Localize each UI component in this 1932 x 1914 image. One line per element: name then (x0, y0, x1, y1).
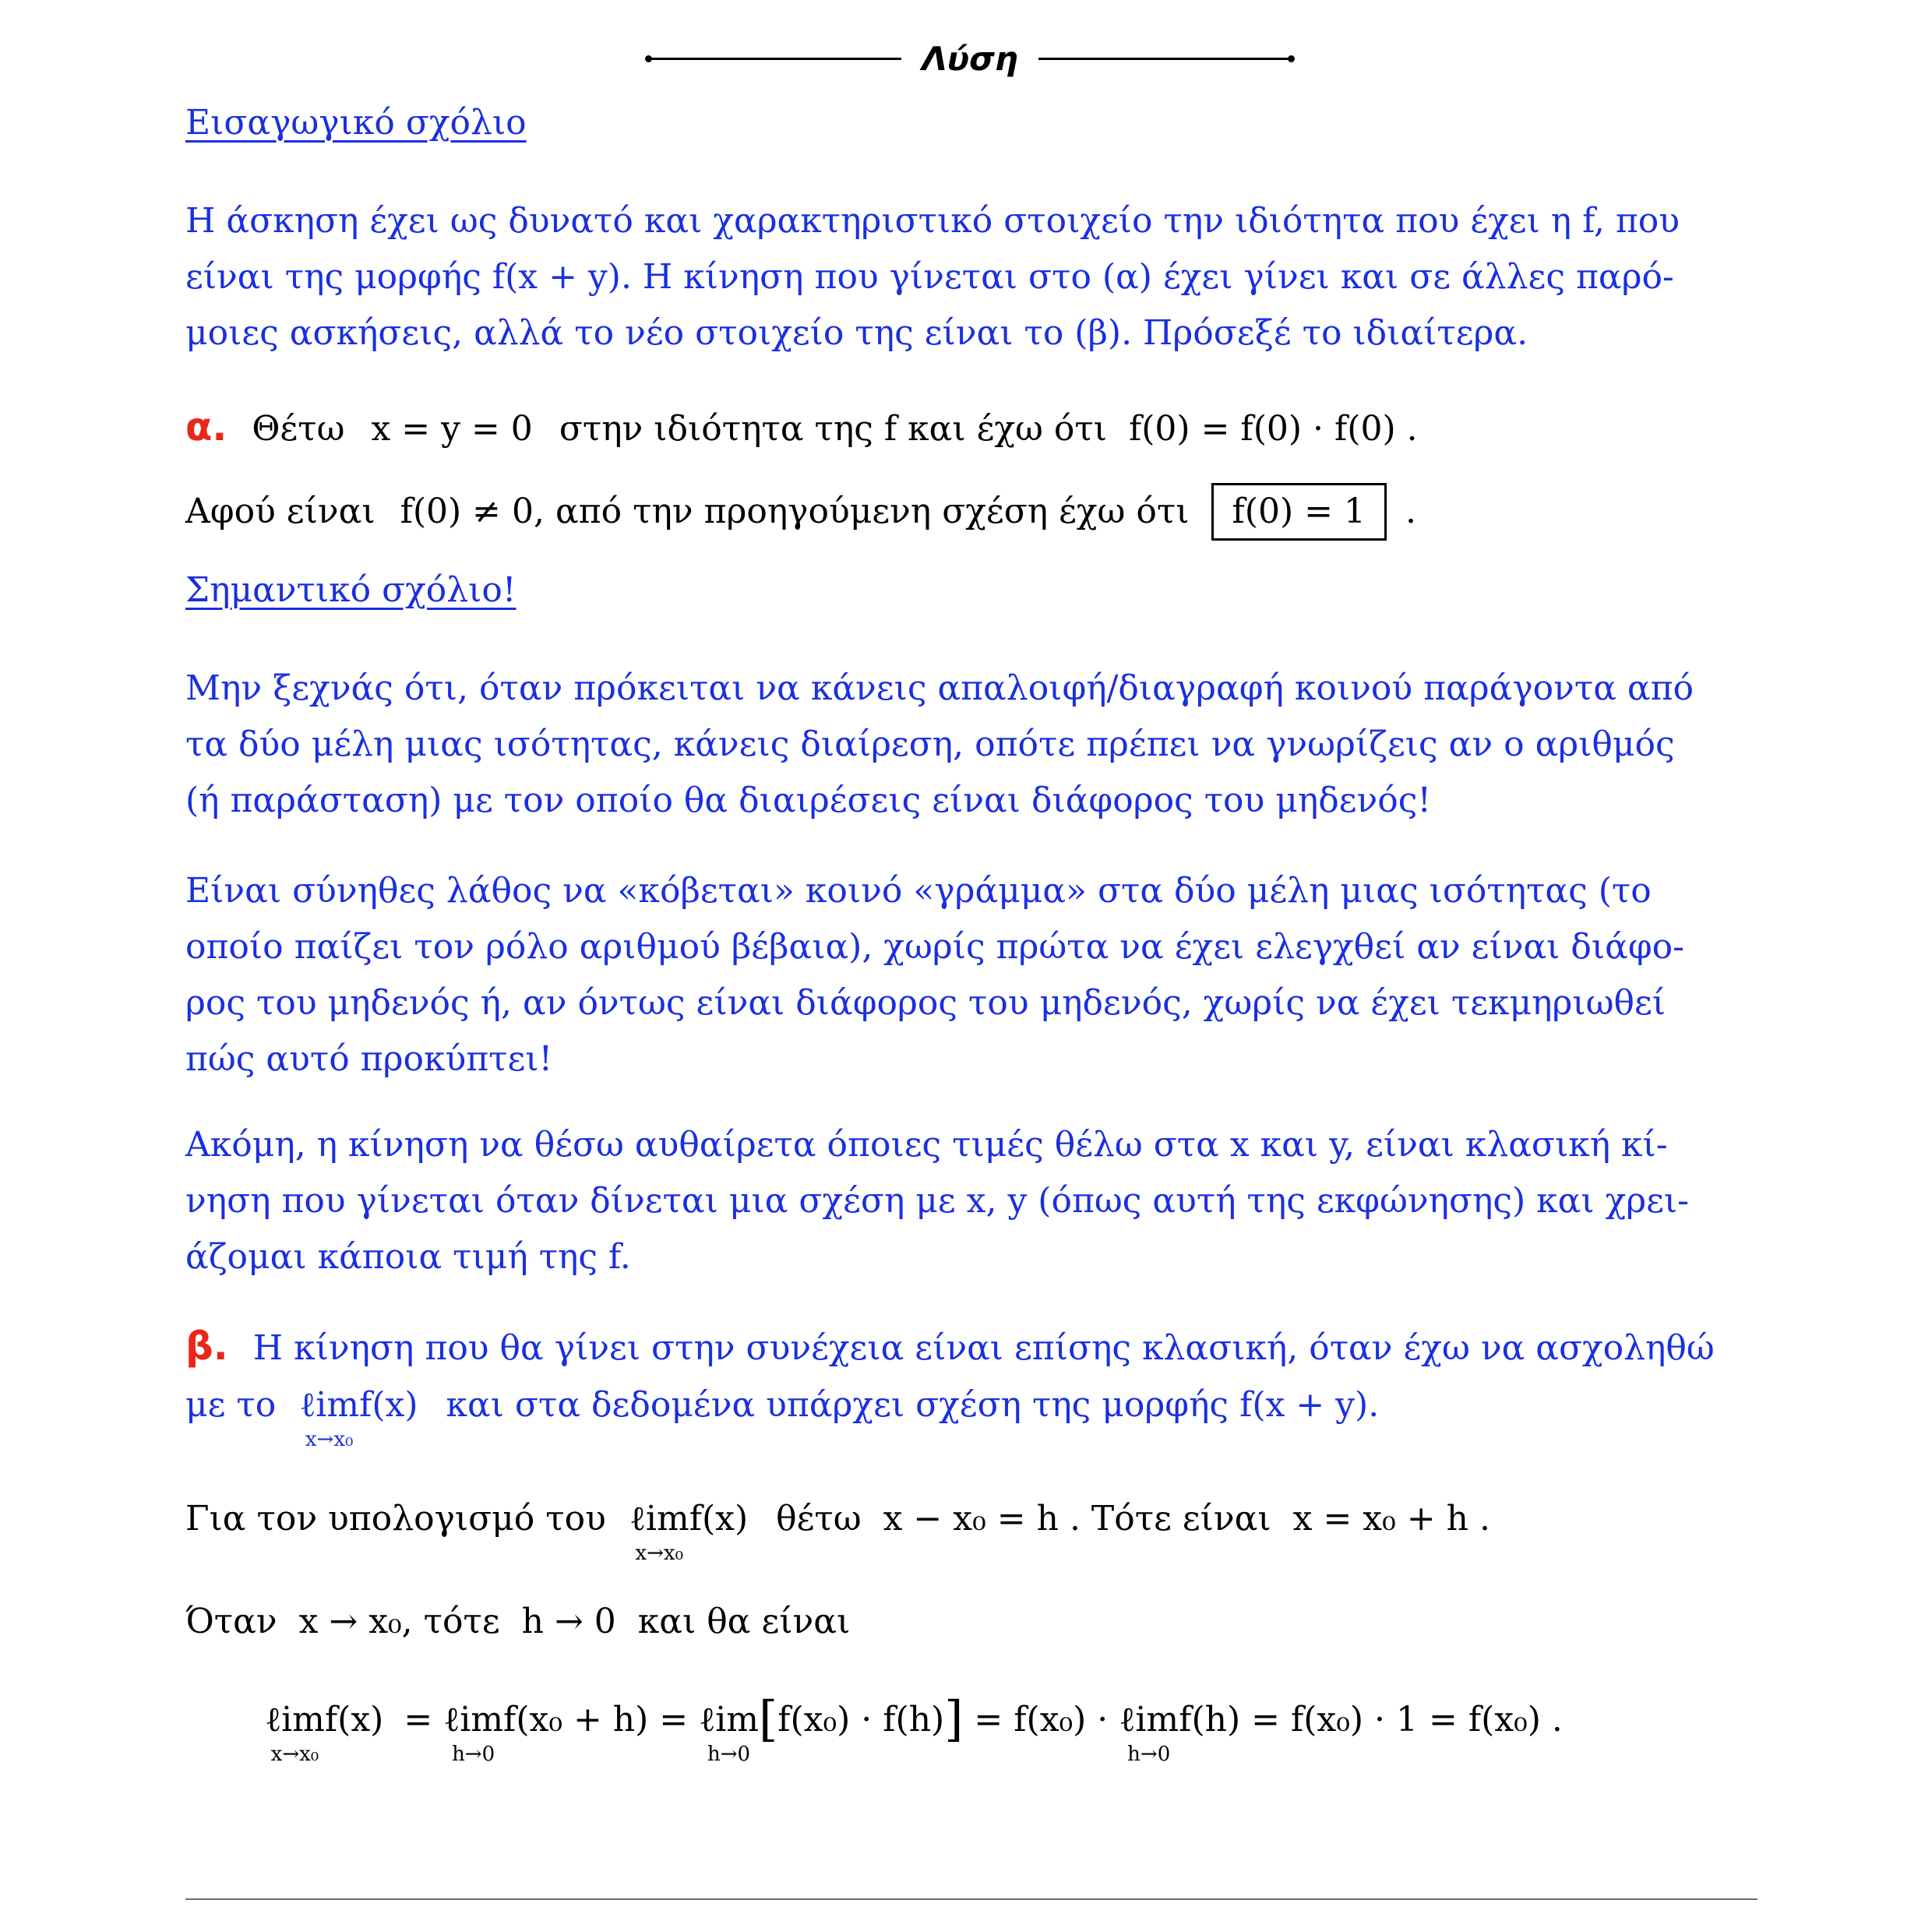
math-expression: x → x₀ (298, 1602, 402, 1641)
text: στην ιδιότητα της f και έχω ότι (559, 409, 1107, 449)
paragraph-line: πώς αυτό προκύπτει! (185, 1039, 553, 1079)
math-expression: h → 0 (521, 1602, 616, 1641)
lim-subscript: x→x₀ (635, 1542, 684, 1565)
part-a-line-1 (185, 399, 1775, 457)
paragraph-line: άζομαι κάποια τιμή της f. (185, 1237, 631, 1277)
math-expression: x = x₀ + h (1292, 1499, 1468, 1539)
limit-operator (443, 1692, 504, 1766)
text: Όταν (185, 1602, 277, 1641)
limit-equation (265, 1690, 1854, 1766)
lim-word: ℓim (299, 1385, 360, 1425)
math-expression: x = y = 0 (371, 409, 533, 449)
math-expression: f(x) (324, 1700, 384, 1740)
limit-operator (699, 1692, 760, 1766)
important-paragraph-1 (185, 661, 1775, 829)
limit-operator (265, 1692, 325, 1766)
limit-operator (299, 1377, 360, 1451)
intro-heading: Εισαγωγικό σχόλιο (185, 103, 527, 143)
text: Η κίνηση που θα γίνει στην συνέχεια είναι επίσης κλασική, όταν έχω να ασχοληθώ (252, 1328, 1715, 1368)
lim-word: ℓim (443, 1700, 504, 1740)
lim-word: ℓim (265, 1700, 325, 1740)
paragraph-line: (ή παράσταση) με τον οποίο θα διαιρέσεις είναι διάφορος του μηδενός! (185, 781, 1432, 820)
important-heading: Σημαντικό σχόλιο! (185, 570, 516, 610)
lim-subscript: h→0 (1127, 1743, 1171, 1766)
boxed-result: f(0) = 1 (1211, 483, 1387, 541)
text: με το (185, 1385, 277, 1425)
important-paragraph-3 (185, 1117, 1775, 1285)
text: . (1405, 492, 1416, 531)
paragraph-line: τα δύο μέλη μιας ισότητας, κάνεις διαίρεση, οπότε πρέπει να γνωρίζεις αν ο αριθμός (185, 724, 1675, 764)
text: Για τον υπολογισμό του (185, 1499, 606, 1539)
paragraph-line: ρος του μηδενός ή, αν όντως είναι διάφορος του μηδενός, χωρίς να έχει τεκμηριωθεί (185, 983, 1666, 1023)
math-expression: f(0) = f(0) · f(0) . (1128, 409, 1418, 449)
bracket-open: [ (759, 1690, 778, 1747)
part-a-marker: α. (185, 404, 227, 449)
lim-word: ℓim (699, 1700, 760, 1740)
math-expression: f(h) = f(x₀) · 1 = f(x₀) . (1179, 1700, 1563, 1740)
math-expression: f(x₀ + h) = (503, 1700, 700, 1740)
text: Αφού είναι (185, 492, 375, 531)
text: και θα είναι (637, 1602, 851, 1641)
math-expression: f(0) ≠ 0 (400, 492, 534, 531)
intro-line: Η άσκηση έχει ως δυνατό και χαρακτηριστικό στοιχείο την ιδιότητα που έχει η f, που (185, 201, 1680, 241)
lim-subscript: x→x₀ (305, 1428, 354, 1451)
lim-word: ℓim (629, 1499, 689, 1539)
math-expression: = f(x₀) · (963, 1700, 1119, 1740)
part-b-marker: β. (185, 1324, 228, 1369)
part-a-line-2 (185, 483, 1775, 541)
text: . (1479, 1499, 1490, 1539)
important-paragraph-2 (185, 863, 1775, 1087)
text: . Τότε είναι (1069, 1499, 1271, 1539)
lim-subscript: h→0 (707, 1743, 751, 1766)
part-b-line-2 (185, 1377, 1775, 1451)
math-expression: f(x₀) · f(h) (777, 1700, 945, 1740)
math-expression: = (404, 1700, 444, 1740)
solution-header (647, 31, 1293, 86)
paragraph-line: Μην ξεχνάς ότι, όταν πρόκειται να κάνεις απαλοιφή/διαγραφή κοινού παράγοντα από (185, 668, 1694, 708)
text: , τότε (401, 1602, 500, 1641)
paragraph-line: νηση που γίνεται όταν δίνεται μια σχέση με x, y (όπως αυτή της εκφώνησης) και χρει- (185, 1181, 1690, 1221)
lim-subscript: x→x₀ (270, 1743, 319, 1766)
header-rule-left (647, 58, 901, 60)
math-expression: x − x₀ = h (883, 1499, 1059, 1539)
math-expression: f(x) (359, 1385, 418, 1425)
paragraph-line: Είναι σύνηθες λάθος να «κόβεται» κοινό «γράμμα» στα δύο μέλη μιας ισότητας (το (185, 871, 1652, 911)
intro-line: είναι της μορφής f(x + y). Η κίνηση που γίνεται στο (α) έχει γίνει και σε άλλες παρό- (185, 257, 1674, 297)
text: και στα δεδομένα υπάρχει σχέση της μορφής f(x + y). (446, 1385, 1380, 1425)
intro-line: μοιες ασκήσεις, αλλά το νέο στοιχείο της είναι το (β). Πρόσεξέ το ιδιαίτερα. (185, 313, 1528, 353)
paragraph-line: Ακόμη, η κίνηση να θέσω αυθαίρετα όποιες τιμές θέλω στα x και y, είναι κλασική κί- (185, 1125, 1668, 1165)
solution-title: Λύση (922, 39, 1018, 78)
text: , από την προηγούμενη σχέση έχω ότι (534, 492, 1190, 531)
text: θέτω (776, 1499, 862, 1539)
header-rule-right (1038, 58, 1293, 60)
text: Θέτω (252, 409, 345, 449)
footer-rule (185, 1898, 1757, 1900)
limit-operator (629, 1491, 689, 1565)
limit-operator (1119, 1692, 1179, 1766)
intro-paragraph (185, 193, 1775, 361)
part-b-calc-line (185, 1491, 1775, 1565)
bracket-close: ] (944, 1690, 964, 1747)
lim-subscript: h→0 (452, 1743, 495, 1766)
part-b-line-1 (185, 1318, 1775, 1376)
part-b-when-line (185, 1594, 1775, 1650)
paragraph-line: οποίο παίζει τον ρόλο αριθμού βέβαια), χωρίς πρώτα να έχει ελεγχθεί αν είναι διάφο- (185, 927, 1685, 967)
math-expression: f(x) (689, 1499, 749, 1539)
lim-word: ℓim (1119, 1700, 1179, 1740)
